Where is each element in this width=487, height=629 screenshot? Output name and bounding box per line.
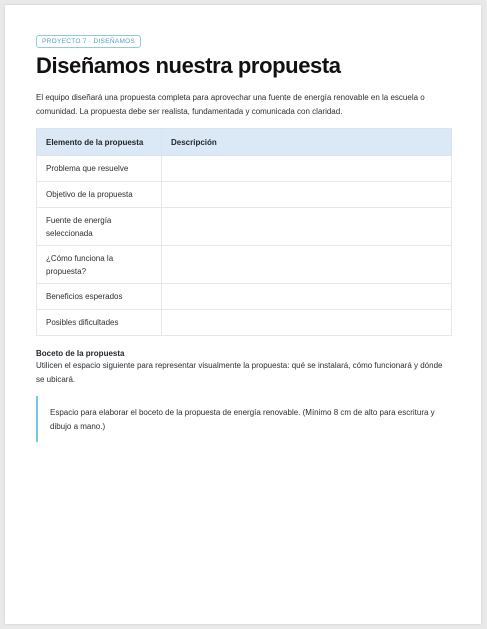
sketch-section-title: Boceto de la propuesta: [36, 349, 125, 358]
description-cell[interactable]: [162, 246, 452, 284]
description-cell[interactable]: [162, 156, 452, 182]
row-label: Posibles dificultades: [37, 310, 162, 336]
sketch-instructions: Utilicen el espacio siguiente para representar visualmente la propuesta: qué se instalará, cómo funcionará y dónde se ubicará.: [36, 361, 443, 384]
row-label: Objetivo de la propuesta: [37, 182, 162, 208]
description-cell[interactable]: [162, 208, 452, 246]
table-row: [37, 156, 452, 182]
row-label: Fuente de energía seleccionada: [37, 208, 162, 246]
proposal-table: [36, 128, 452, 336]
project-tag: PROYECTO 7 · DISEÑAMOS: [36, 35, 141, 48]
column-header-description: Descripción: [162, 129, 452, 156]
column-header-element: Elemento de la propuesta: [37, 129, 162, 156]
table-row: [37, 310, 452, 336]
table-row: [37, 182, 452, 208]
page-content: [36, 30, 452, 442]
intro-paragraph: El equipo diseñará una propuesta completa para aprovechar una fuente de energía renovable en la escuela o comunidad. La propuesta debe ser realista, fundamentada y comunicada con claridad.: [36, 93, 425, 116]
table-header-row: [37, 129, 452, 156]
description-cell[interactable]: [162, 182, 452, 208]
description-cell[interactable]: [162, 310, 452, 336]
table-row: [37, 246, 452, 284]
row-label: Problema que resuelve: [37, 156, 162, 182]
row-label: Beneficios esperados: [37, 284, 162, 310]
table-row: [37, 208, 452, 246]
sketch-area[interactable]: Espacio para elaborar el boceto de la propuesta de energía renovable. (Mínimo 8 cm de alto para escritura y dibujo a mano.): [36, 396, 440, 442]
row-label: ¿Cómo funciona la propuesta?: [37, 246, 162, 284]
table-row: [37, 284, 452, 310]
description-cell[interactable]: [162, 284, 452, 310]
page-title: Diseñamos nuestra propuesta: [36, 53, 341, 78]
page-sheet: [5, 5, 481, 624]
